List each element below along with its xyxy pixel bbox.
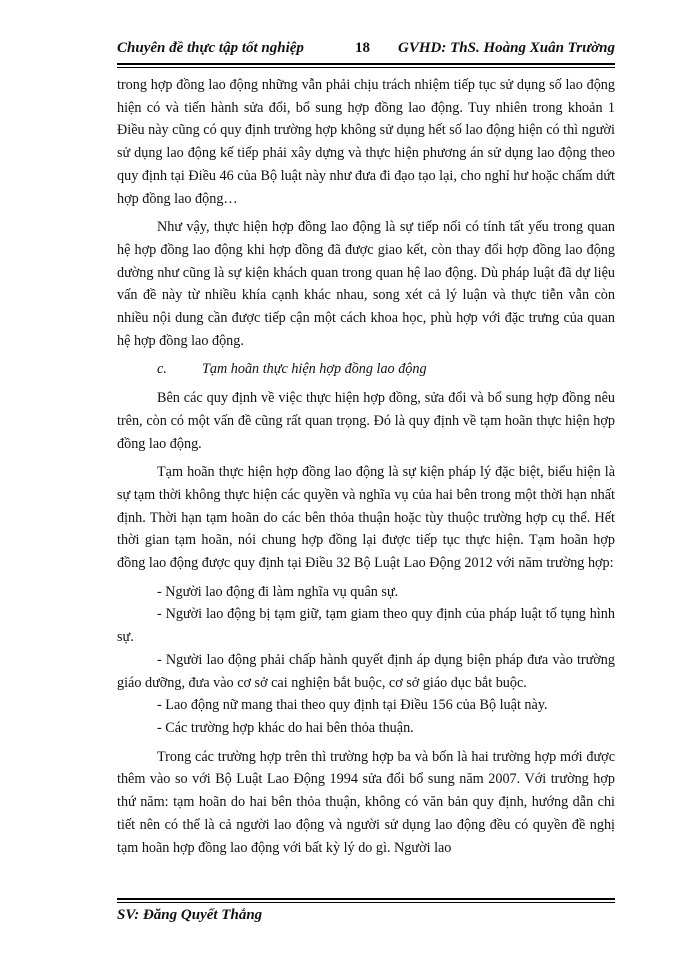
section-title: Tạm hoãn thực hiện hợp đồng lao động [202, 361, 427, 378]
paragraph-5: Trong các trường hợp trên thì trường hợp ba và bốn là hai trường hợp mới được thêm vào so với Bộ Luật Lao Động 1994 sửa đổi bổ sung năm 2007. Với trường hợp thứ năm: tạm hoãn do hai bên thỏa thuận, không có văn bản quy định, hướng dẫn chi tiết nên có thể là cả người lao động và người sử dụng lao động đều có quyền đề nghị tạm hoãn hợp đồng lao động với bất kỳ lý do gì. Người lao [117, 748, 615, 856]
footer-student: SV: Đăng Quyết Thắng [117, 907, 263, 923]
footer-rule-thin [117, 902, 615, 903]
paragraph-1: trong hợp đồng lao động những vẫn phải chịu trách nhiệm tiếp tục sử dụng số lao động hiện có và tiến hành sửa đổi, bổ sung hợp đồng lao động. Tuy nhiên trong khoản 1 Điều này cũng có quy định trường hợp không sử dụng hết số lao động hiện có thì người sử dụng lao động kế tiếp phải xây dựng và thực hiện phương án sử dụng lao động theo quy định tại Điều 46 của Bộ luật này như đưa đi đạo tạo lại, cho nghỉ hư hoặc chấm dứt hợp đồng lao động… [117, 77, 615, 207]
list-item: - Người lao động bị tạm giữ, tạm giam theo quy định của pháp luật tố tụng hình sự. [117, 606, 615, 646]
footer-rule-thick [117, 898, 615, 900]
list-item: - Người lao động phải chấp hành quyết định áp dụng biện pháp đưa vào trường giáo dưỡng, đưa vào cơ sở cai nghiện bắt buộc, cơ sở giáo dục bắt buộc. [117, 651, 615, 691]
section-label: c. [157, 361, 167, 378]
list-item: - Các trường hợp khác do hai bên thỏa thuận. [157, 719, 414, 736]
header-rule-thin [117, 67, 615, 68]
header-supervisor: GVHD: ThS. Hoàng Xuân Trường [398, 40, 615, 56]
paragraph-3: Bên các quy định về việc thực hiện hợp đồng, sửa đổi và bổ sung hợp đồng nêu trên, còn có một vấn đề cũng rất quan trọng. Đó là quy định về tạm hoãn thực hiện hợp đồng lao động. [117, 390, 615, 452]
list-item: - Lao động nữ mang thai theo quy định tại Điều 156 của Bộ luật này. [157, 697, 548, 714]
paragraph-4: Tạm hoãn thực hiện hợp đồng lao động là sự kiện pháp lý đặc biệt, biểu hiện là sự tạm thời không thực hiện các quyền và nghĩa vụ của hai bên trong một thời hạn nhất định. Thời hạn tạm hoãn do các bên thỏa thuận hoặc tùy thuộc trường hợp cụ thể. Hết thời gian tạm hoãn, nói chung hợp đồng lại được tiếp tục thực hiện. Tạm hoãn hợp đồng lao động được quy định tại Điều 32 Bộ Luật Lao Động 2012 với năm trường hợp: [117, 464, 615, 572]
section-heading [117, 358, 615, 381]
header-title: Chuyên đề thực tập tốt nghiệp [117, 40, 304, 56]
page-number: 18 [355, 40, 370, 56]
document-body [117, 74, 615, 859]
paragraph-2: Như vậy, thực hiện hợp đồng lao động là sự tiếp nối có tính tất yếu trong quan hệ hợp đồng lao động khi hợp đồng đã được giao kết, còn thay đổi hợp đồng lao động dường như cũng là sự kiện khách quan trong quan hệ lao động. Dù pháp luật đã dự liệu vấn đề này từ nhiều khía cạnh khác nhau, song xét cả lý luận và thực tiễn vẫn còn nhiều nội dung cần được tiếp cận một cách khoa học, phù hợp với đặc trưng của quan hệ hợp đồng lao động. [117, 219, 615, 349]
header-rule-thick [117, 63, 615, 65]
list-item: - Người lao động đi làm nghĩa vụ quân sự. [157, 583, 399, 600]
